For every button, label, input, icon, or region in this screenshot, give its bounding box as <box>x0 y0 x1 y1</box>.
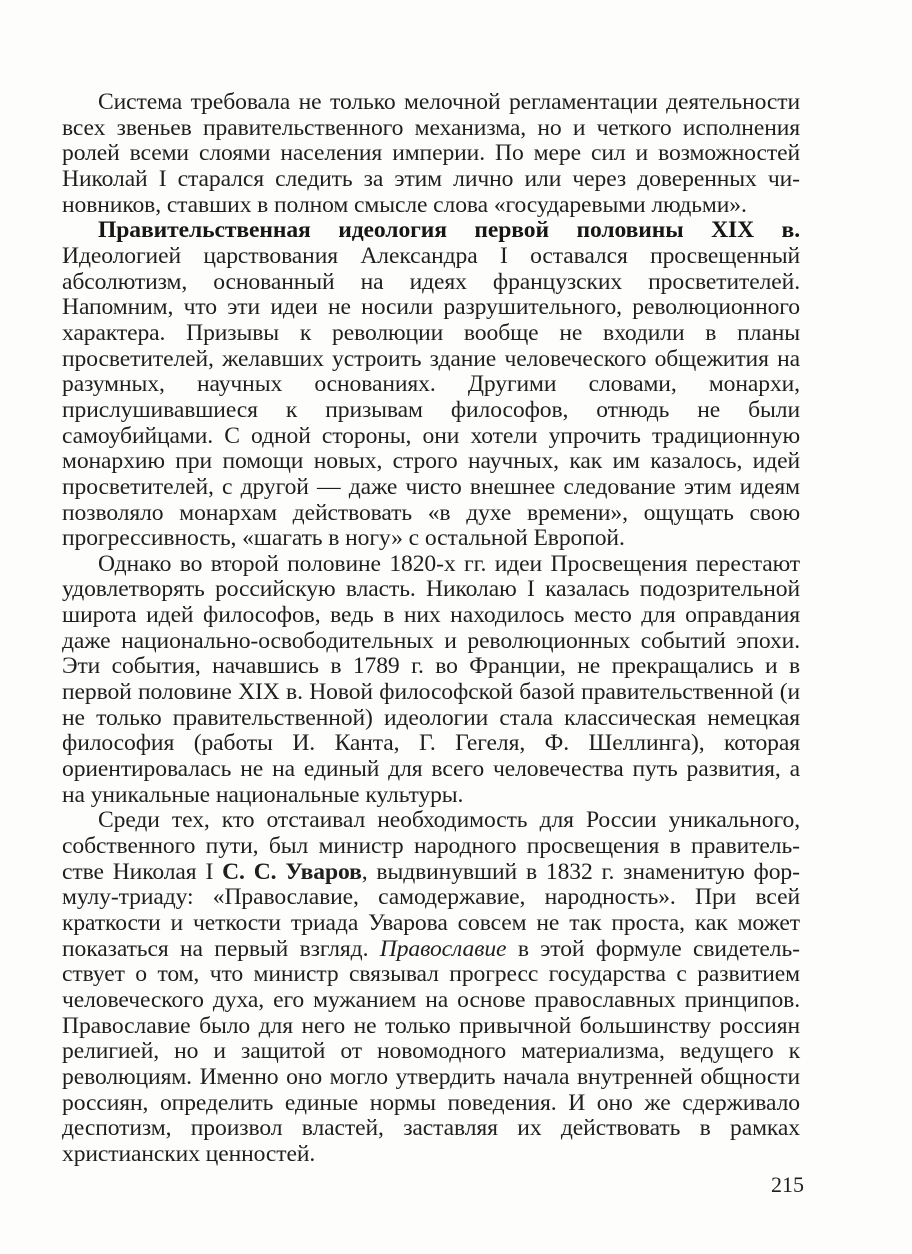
page-number: 215 <box>771 1172 804 1197</box>
paragraph-3 <box>62 552 800 809</box>
paragraph-4 <box>62 808 800 1167</box>
page-text <box>62 90 800 1168</box>
paragraph-2-text: Идеологией царствования Александра I оставался просвещенный абсолютизм, основанный на идеях французских просветителей. Напомним, что эти идеи не носили разрушительного, революционного характера. Призывы к революции вообще не входили в планы просветителей, желавших устроить здание человеческого общежития на разумных, научных основаниях. Другими словами, монархи, прислушивавшиеся к призывам философов, отнюдь не были самоубийцами. С одной стороны, они хотели упрочить традиционную монархию при помощи новых, строго научных, как им казалось, идей просветителей, с другой — даже чисто внешнее следование этим идеям позволяло монархам действовать «в духе времени», ощущать свою прогрессивность, «шагать в ногу» с остальной Европой. <box>62 242 800 552</box>
paragraph-2 <box>62 218 800 552</box>
paragraph-1-text: Система требовала не только мелочной регламентации деятельности всех звеньев правительственного механизма, но и четкого исполнения ролей всеми слоями населения империи. По мере сил и возможностей Николай I старался следить за этим лично или через доверенных чиновников, ставших в полном смысле слова «государевыми людьми». <box>62 89 801 218</box>
paragraph-4-text-start: Среди тех, кто отстаивал необходимость для России уникального, собственного пути, был министр народного просвещения в правительстве Николая I <box>62 807 800 885</box>
person-name-uvarov: С. С. Уваров <box>222 858 362 885</box>
paragraph-4-text-middle: , выдвинувший в 1832 г. знаменитую формулу-триаду: «Православие, самодержавие, народность». При всей краткости и четкости триада Уварова совсем не так проста, как может показаться на первый взгляд. <box>62 858 800 962</box>
paragraph-3-text: Однако во второй половине 1820-х гг. идеи Просвещения перестают удовлетворять российскую власть. Николаю I казалась подозрительной широта идей философов, ведь в них находилось место для оправдания даже национально-освободительных и революционных событий эпохи. Эти события, начавшись в 1789 г. во Франции, не прекращались и в первой половине XIX в. Новой философской базой правительственной (и не только правительственной) идеологии стала классическая немецкая философия (работы И. Канта, Г. Гегеля, Ф. Шеллинга), которая ориентировалась не на единый для всего человечества путь развития, а на уникальные национальные культуры. <box>62 550 800 808</box>
paragraph-1 <box>62 90 800 218</box>
paragraph-4-text-end: в этой формуле свидетельствует о том, что министр связывал прогресс государства с развитием человеческого духа, его мужанием на основе православных принципов. Православие было для него не только привычной большинству россиян религией, но и защитой от новомодного материализма, ведущего к революциям. Именно оно могло утвердить начала внутренней общности россиян, определить единые нормы поведения. И оно же сдерживало деспотизм, произвол властей, заставляя их действовать в рамках христианских ценностей. <box>62 935 800 1167</box>
emphasis-orthodoxy: Православие <box>379 935 507 962</box>
section-heading: Правительственная идеология первой половины XIX в. <box>98 217 800 244</box>
